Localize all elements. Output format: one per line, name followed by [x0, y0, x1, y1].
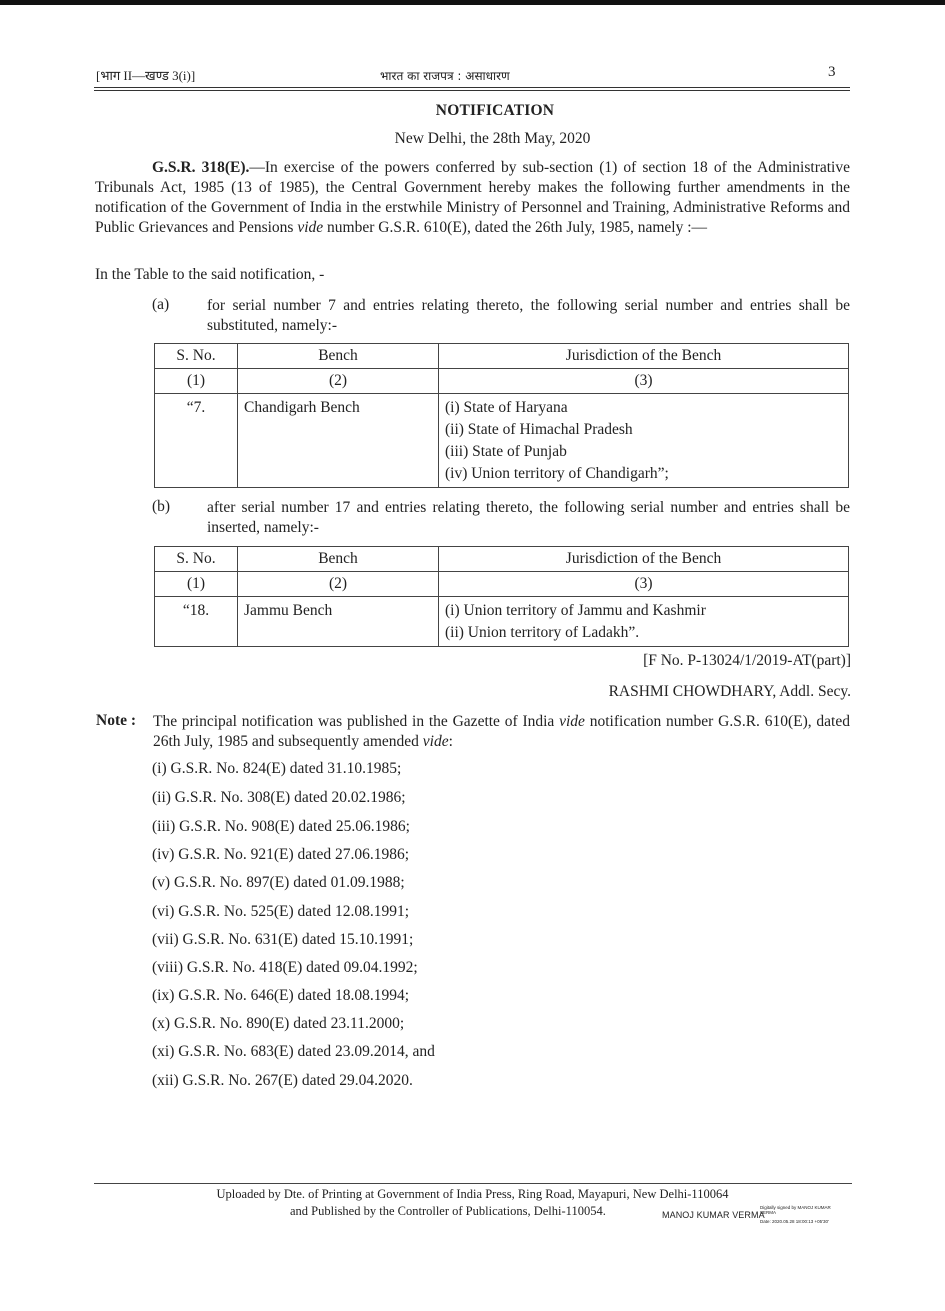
amendment-item: (v) G.S.R. No. 897(E) dated 01.09.1988; — [152, 874, 405, 891]
note-text-1: The principal notification was published in the Gazette of India — [153, 713, 560, 730]
header-part-section: [भाग II—खण्ड 3(i)] — [96, 68, 196, 83]
gsr-number: G.S.R. 318(E). — [152, 159, 250, 176]
table-a-num-2: (2) — [238, 369, 439, 394]
intro-line: In the Table to the said notification, - — [95, 266, 325, 283]
footer-line-1: Uploaded by Dte. of Printing at Government of India Press, Ring Road, Mayapuri, New Delhi-110064 — [216, 1187, 729, 1201]
note-vide-2: vide — [422, 733, 449, 750]
header-rule-bottom — [94, 90, 850, 91]
table-b-header-row — [155, 547, 849, 572]
amendment-item: (viii) G.S.R. No. 418(E) dated 09.04.1992; — [152, 959, 418, 976]
item-a-label: (a) — [152, 296, 170, 313]
header-rule-top — [94, 87, 850, 88]
amendment-item: (vi) G.S.R. No. 525(E) dated 12.08.1991; — [152, 903, 410, 920]
table-a-bench: Chandigarh Bench — [238, 394, 439, 488]
note-text — [153, 712, 850, 752]
amendment-item: (iii) G.S.R. No. 908(E) dated 25.06.1986; — [152, 818, 410, 835]
table-b-number-row — [155, 572, 849, 597]
item-b-text: after serial number 17 and entries relating thereto, the following serial number and entries shall be inserted, namely:- — [207, 499, 850, 536]
amendment-item: (vii) G.S.R. No. 631(E) dated 15.10.1991; — [152, 931, 414, 948]
table-a-jurisdiction — [439, 394, 849, 488]
table-a-data-row — [155, 394, 849, 488]
note-text-3: : — [448, 733, 453, 750]
amendment-item: (iv) G.S.R. No. 921(E) dated 27.06.1986; — [152, 846, 410, 863]
header-page-number: 3 — [828, 64, 836, 80]
table-b-data-row — [155, 597, 849, 647]
table-b-bench: Jammu Bench — [238, 597, 439, 647]
preamble-text-2: number G.S.R. 610(E), dated the 26th July, 1985, namely :— — [323, 219, 708, 236]
jurisdiction-line: (i) Union territory of Jammu and Kashmir — [445, 602, 706, 619]
table-b — [154, 546, 849, 647]
digital-signature-line: VERMA — [760, 1210, 777, 1215]
jurisdiction-line: (i) State of Haryana — [445, 399, 568, 416]
digital-signature-line: Digitally signed by MANOJ KUMAR — [760, 1205, 831, 1210]
table-a-header-bench: Bench — [238, 344, 439, 369]
table-b-num-1: (1) — [155, 572, 238, 597]
note-label: Note : — [96, 712, 137, 729]
preamble-vide: vide — [297, 219, 324, 236]
table-a-number-row — [155, 369, 849, 394]
table-b-num-3: (3) — [439, 572, 849, 597]
item-b-label: (b) — [152, 498, 171, 515]
table-a — [154, 343, 849, 488]
footer-line-2: and Published by the Controller of Publications, Delhi-110054. — [290, 1204, 606, 1218]
notification-title: NOTIFICATION — [435, 102, 555, 119]
jurisdiction-line: (ii) State of Himachal Pradesh — [445, 421, 633, 438]
amendment-item: (i) G.S.R. No. 824(E) dated 31.10.1985; — [152, 760, 402, 777]
jurisdiction-line: (ii) Union territory of Ladakh”. — [445, 624, 640, 641]
jurisdiction-line: (iii) State of Punjab — [445, 443, 567, 460]
jurisdiction-line: (iv) Union territory of Chandigarh”; — [445, 465, 669, 482]
amendment-item: (xii) G.S.R. No. 267(E) dated 29.04.2020. — [152, 1072, 413, 1089]
table-b-num-2: (2) — [238, 572, 439, 597]
file-number: [F No. P-13024/1/2019-AT(part)] — [643, 652, 851, 669]
table-b-header-sno: S. No. — [155, 547, 238, 572]
amendment-item: (xi) G.S.R. No. 683(E) dated 23.09.2014, and — [152, 1043, 435, 1060]
header-gazette-title: भारत का राजपत्र : असाधारण — [380, 69, 510, 83]
table-a-sno: “7. — [155, 394, 238, 488]
dateline: New Delhi, the 28th May, 2020 — [394, 130, 591, 147]
table-a-num-3: (3) — [439, 369, 849, 394]
item-a-text: for serial number 7 and entries relating thereto, the following serial number and entries shall be substituted, namely:- — [207, 297, 850, 334]
preamble-paragraph — [95, 158, 850, 238]
signatory: RASHMI CHOWDHARY, Addl. Secy. — [608, 683, 851, 700]
table-a-header-jurisdiction: Jurisdiction of the Bench — [439, 344, 849, 369]
table-a-header-sno: S. No. — [155, 344, 238, 369]
table-b-jurisdiction — [439, 597, 849, 647]
table-a-header-row — [155, 344, 849, 369]
amendment-item: (ix) G.S.R. No. 646(E) dated 18.08.1994; — [152, 987, 410, 1004]
preamble-text-1: —In exercise of the powers conferred by sub-section (1) of section 18 of the Administrative Tribunals Act, 1985 (13 of 1985), the Central Government hereby makes the following further amendments in the notification of the Government of India in the erstwhile Ministry of Personnel and Training, Administrative Reforms and Public Grievances and Pensions — [95, 159, 850, 236]
note-text-2: notification number G.S.R. 610(E), dated 26th July, 1985 and subsequently amended — [153, 713, 850, 750]
amendment-item: (ii) G.S.R. No. 308(E) dated 20.02.1986; — [152, 789, 406, 806]
table-a-num-1: (1) — [155, 369, 238, 394]
note-vide-1: vide — [559, 713, 585, 730]
table-b-header-jurisdiction: Jurisdiction of the Bench — [439, 547, 849, 572]
digital-signature-date: Date: 2020.05.28 18:00:13 +05'30' — [760, 1219, 829, 1224]
table-b-sno: “18. — [155, 597, 238, 647]
digital-signer-name: MANOJ KUMAR VERMA — [662, 1210, 765, 1220]
table-b-header-bench: Bench — [238, 547, 439, 572]
amendment-item: (x) G.S.R. No. 890(E) dated 23.11.2000; — [152, 1015, 405, 1032]
footer-rule — [94, 1183, 852, 1184]
